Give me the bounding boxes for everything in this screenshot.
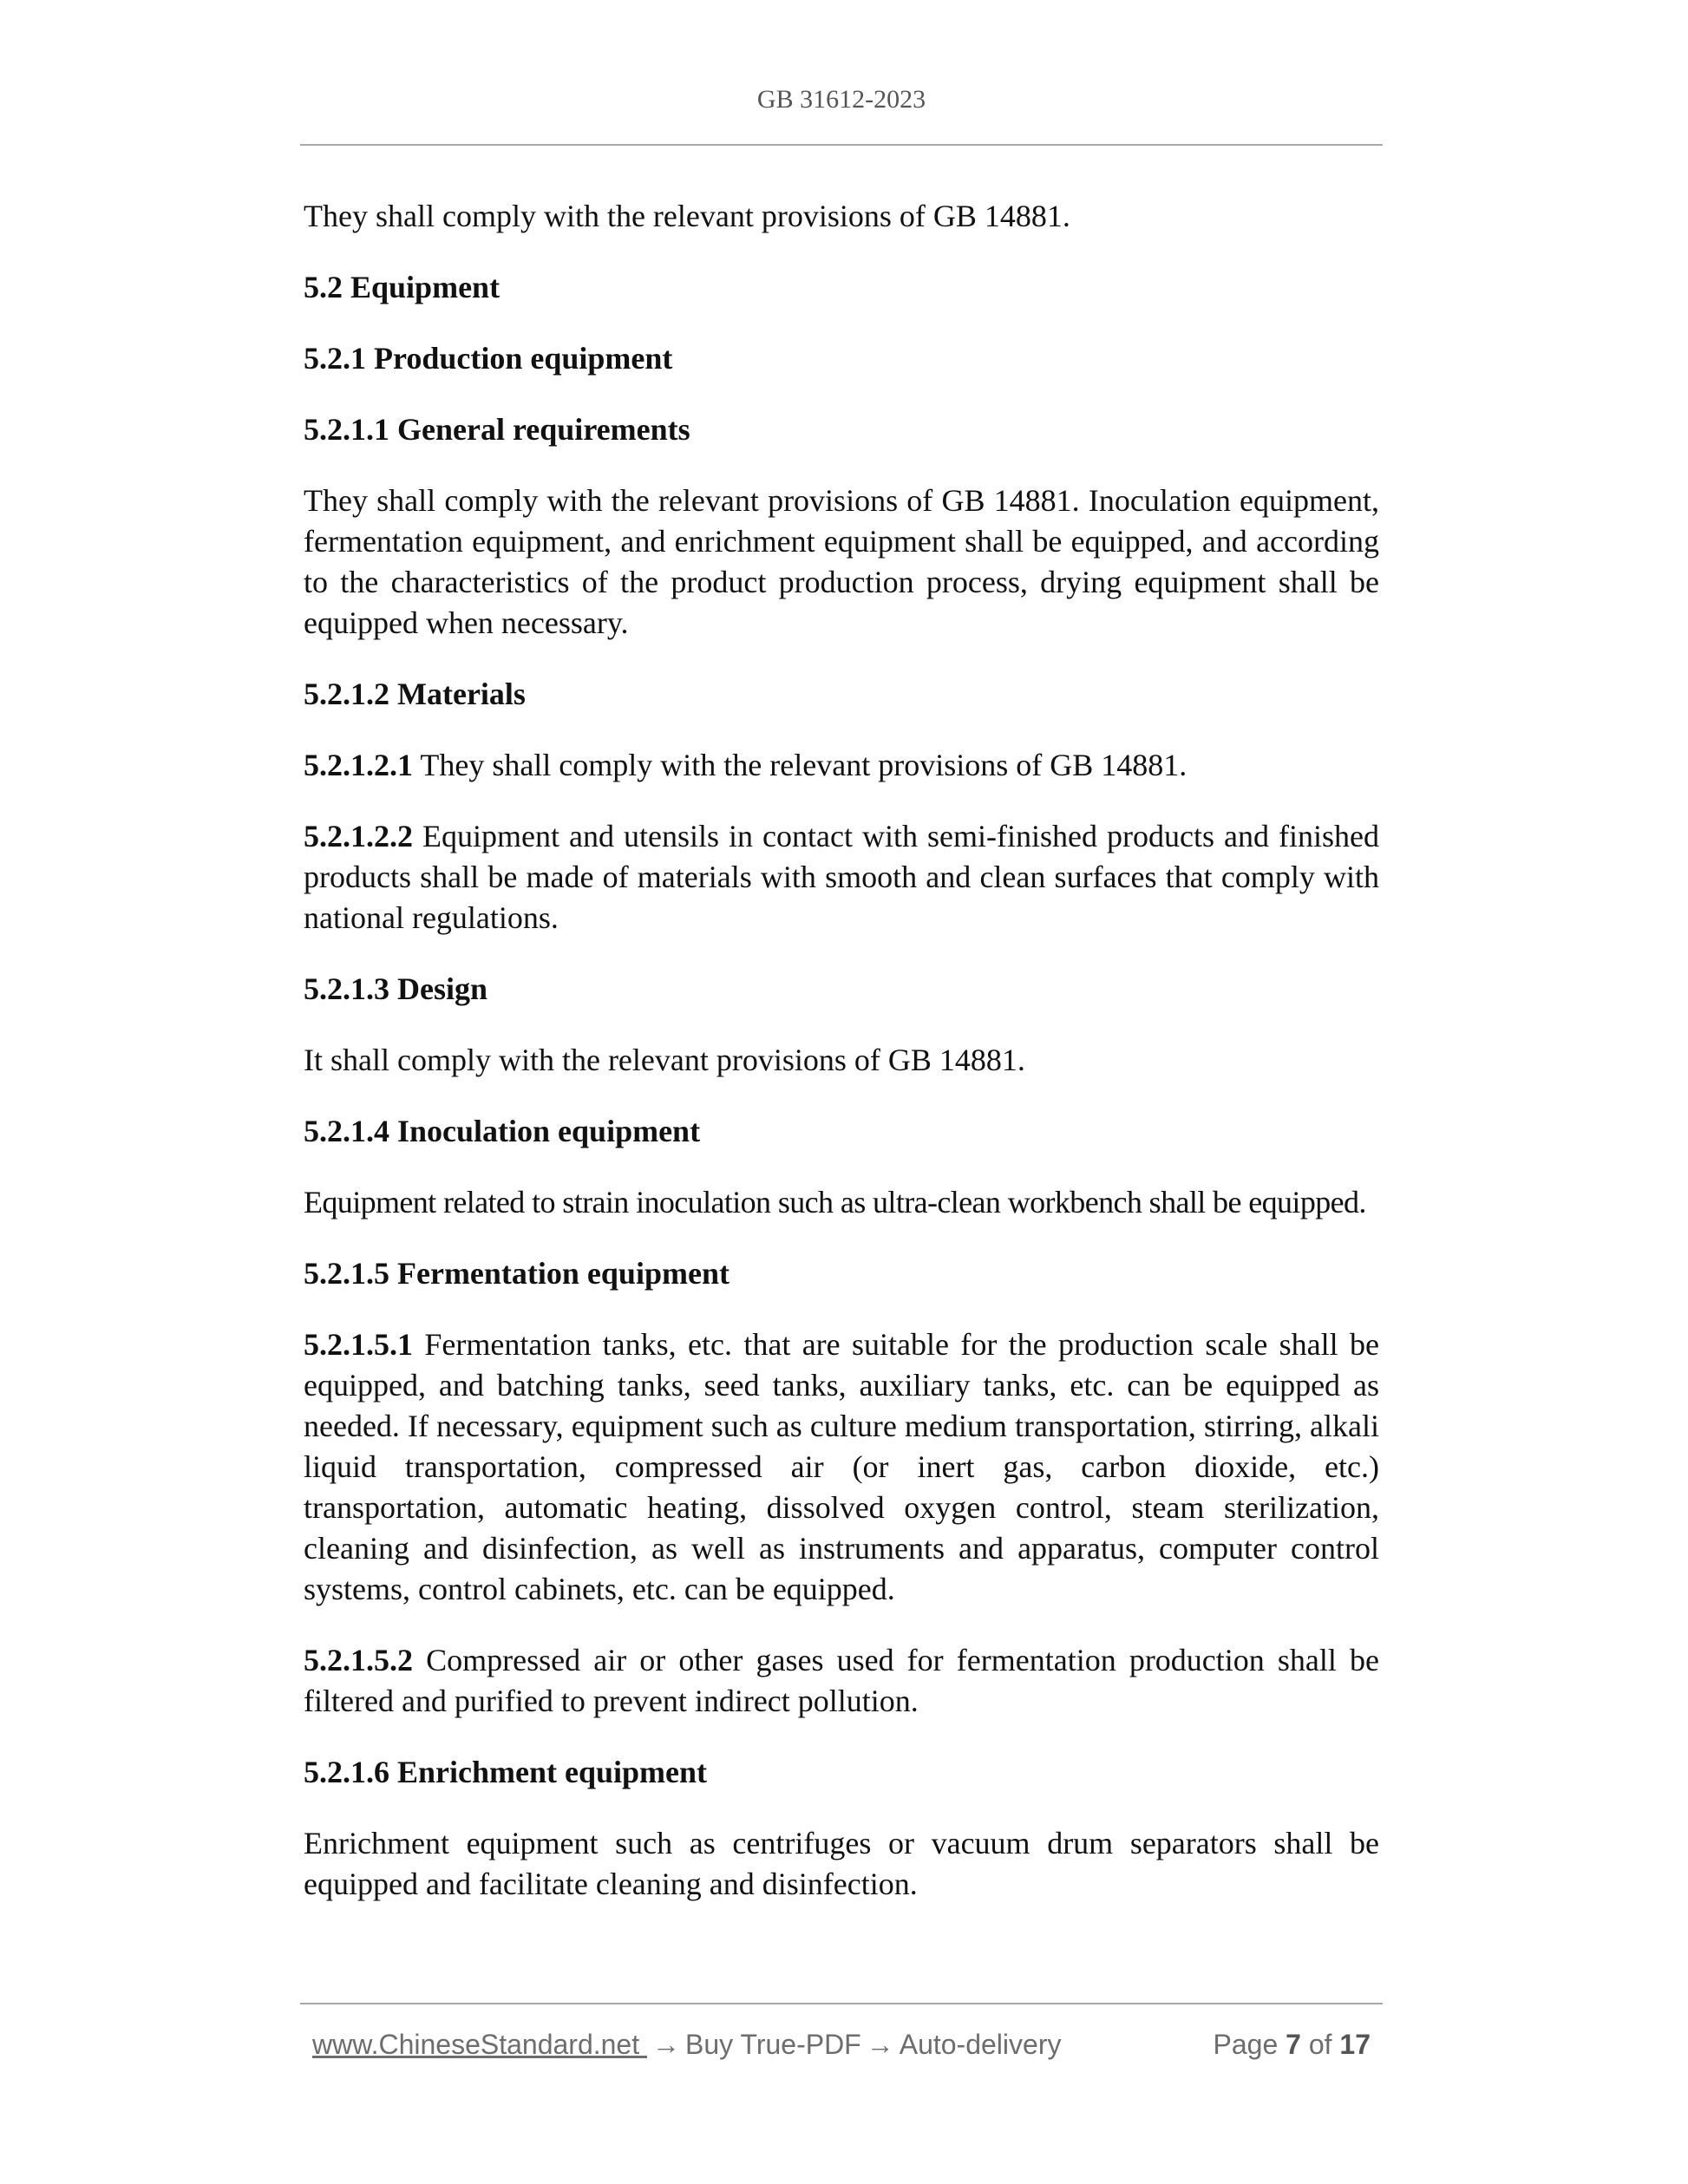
- site-link[interactable]: www.ChineseStandard.net: [312, 2029, 647, 2060]
- auto-delivery-text: Auto-delivery: [899, 2029, 1062, 2060]
- page-total: 17: [1339, 2029, 1371, 2060]
- clause-5-2-1-5-1: [304, 1324, 1379, 1610]
- heading-5-2-1-6: 5.2.1.6 Enrichment equipment: [304, 1755, 708, 1789]
- heading-5-2: 5.2 Equipment: [304, 270, 501, 304]
- page-footer: [312, 2027, 1371, 2062]
- clause-number: 5.2.1.5.2: [304, 1643, 413, 1677]
- paragraph-5-2-1-3: It shall comply with the relevant provisions of GB 14881.: [304, 1043, 1025, 1077]
- buy-true-pdf-text: Buy True-PDF: [685, 2029, 861, 2060]
- of-label: of: [1308, 2029, 1332, 2060]
- document-header-id: GB 31612-2023: [756, 85, 926, 114]
- clause-5-2-1-5-2: [304, 1640, 1379, 1722]
- clause-number: 5.2.1.5.1: [304, 1327, 413, 1362]
- clause-text: Compressed air or other gases used for fermentation production shall be filtered and purified to prevent indirect pollution.: [304, 1643, 1379, 1718]
- footer-divider: [300, 2003, 1383, 2004]
- heading-5-2-1-1: 5.2.1.1 General requirements: [304, 412, 690, 447]
- clause-text: They shall comply with the relevant provisions of GB 14881.: [413, 748, 1187, 782]
- heading-5-2-1-3: 5.2.1.3 Design: [304, 971, 488, 1006]
- paragraph-5-2-1-4: Equipment related to strain inoculation such as ultra-clean workbench shall be equipped.: [304, 1185, 1366, 1220]
- document-body: [304, 196, 1379, 1935]
- clause-text: Fermentation tanks, etc. that are suitable for the production scale shall be equipped, and batching tanks, seed tanks, auxiliary tanks, etc. can be equipped as needed. If necessary, equipment such as culture medium transportation, stirring, alkali liquid transportation, compressed air (or inert gas, carbon dioxide, etc.) transportation, automatic heating, dissolved oxygen control, steam sterilization, cleaning and disinfection, as well as instruments and apparatus, computer control systems, control cabinets, etc. can be equipped.: [304, 1327, 1379, 1606]
- page-label: Page: [1213, 2029, 1279, 2060]
- heading-5-2-1-5: 5.2.1.5 Fermentation equipment: [304, 1256, 730, 1291]
- paragraph-intro: They shall comply with the relevant provisions of GB 14881.: [304, 199, 1070, 233]
- page-current: 7: [1286, 2029, 1301, 2060]
- page-indicator: [1214, 2027, 1371, 2062]
- clause-number: 5.2.1.2.2: [304, 819, 413, 853]
- footer-promo: [312, 2027, 1061, 2062]
- clause-number: 5.2.1.2.1: [304, 748, 413, 782]
- heading-5-2-1-4: 5.2.1.4 Inoculation equipment: [304, 1114, 701, 1148]
- paragraph-5-2-1-6: Enrichment equipment such as centrifuges or vacuum drum separators shall be equipped and facilitate cleaning and disinfection.: [304, 1826, 1379, 1901]
- heading-5-2-1: 5.2.1 Production equipment: [304, 341, 673, 376]
- arrow-right-icon: →: [652, 2029, 680, 2060]
- heading-5-2-1-2: 5.2.1.2 Materials: [304, 677, 526, 711]
- header-divider: [300, 144, 1383, 146]
- clause-5-2-1-2-2: [304, 816, 1379, 938]
- clause-5-2-1-2-1: [304, 745, 1379, 786]
- clause-text: Equipment and utensils in contact with semi-finished products and finished products shall be made of materials with smooth and clean surfaces that comply with national regulations.: [304, 819, 1379, 935]
- paragraph-5-2-1-1: They shall comply with the relevant provisions of GB 14881. Inoculation equipment, fermentation equipment, and enrichment equipment shall be equipped, and according to the characteristics of the product production process, drying equipment shall be equipped when necessary.: [304, 483, 1379, 640]
- arrow-right-icon: →: [866, 2029, 894, 2060]
